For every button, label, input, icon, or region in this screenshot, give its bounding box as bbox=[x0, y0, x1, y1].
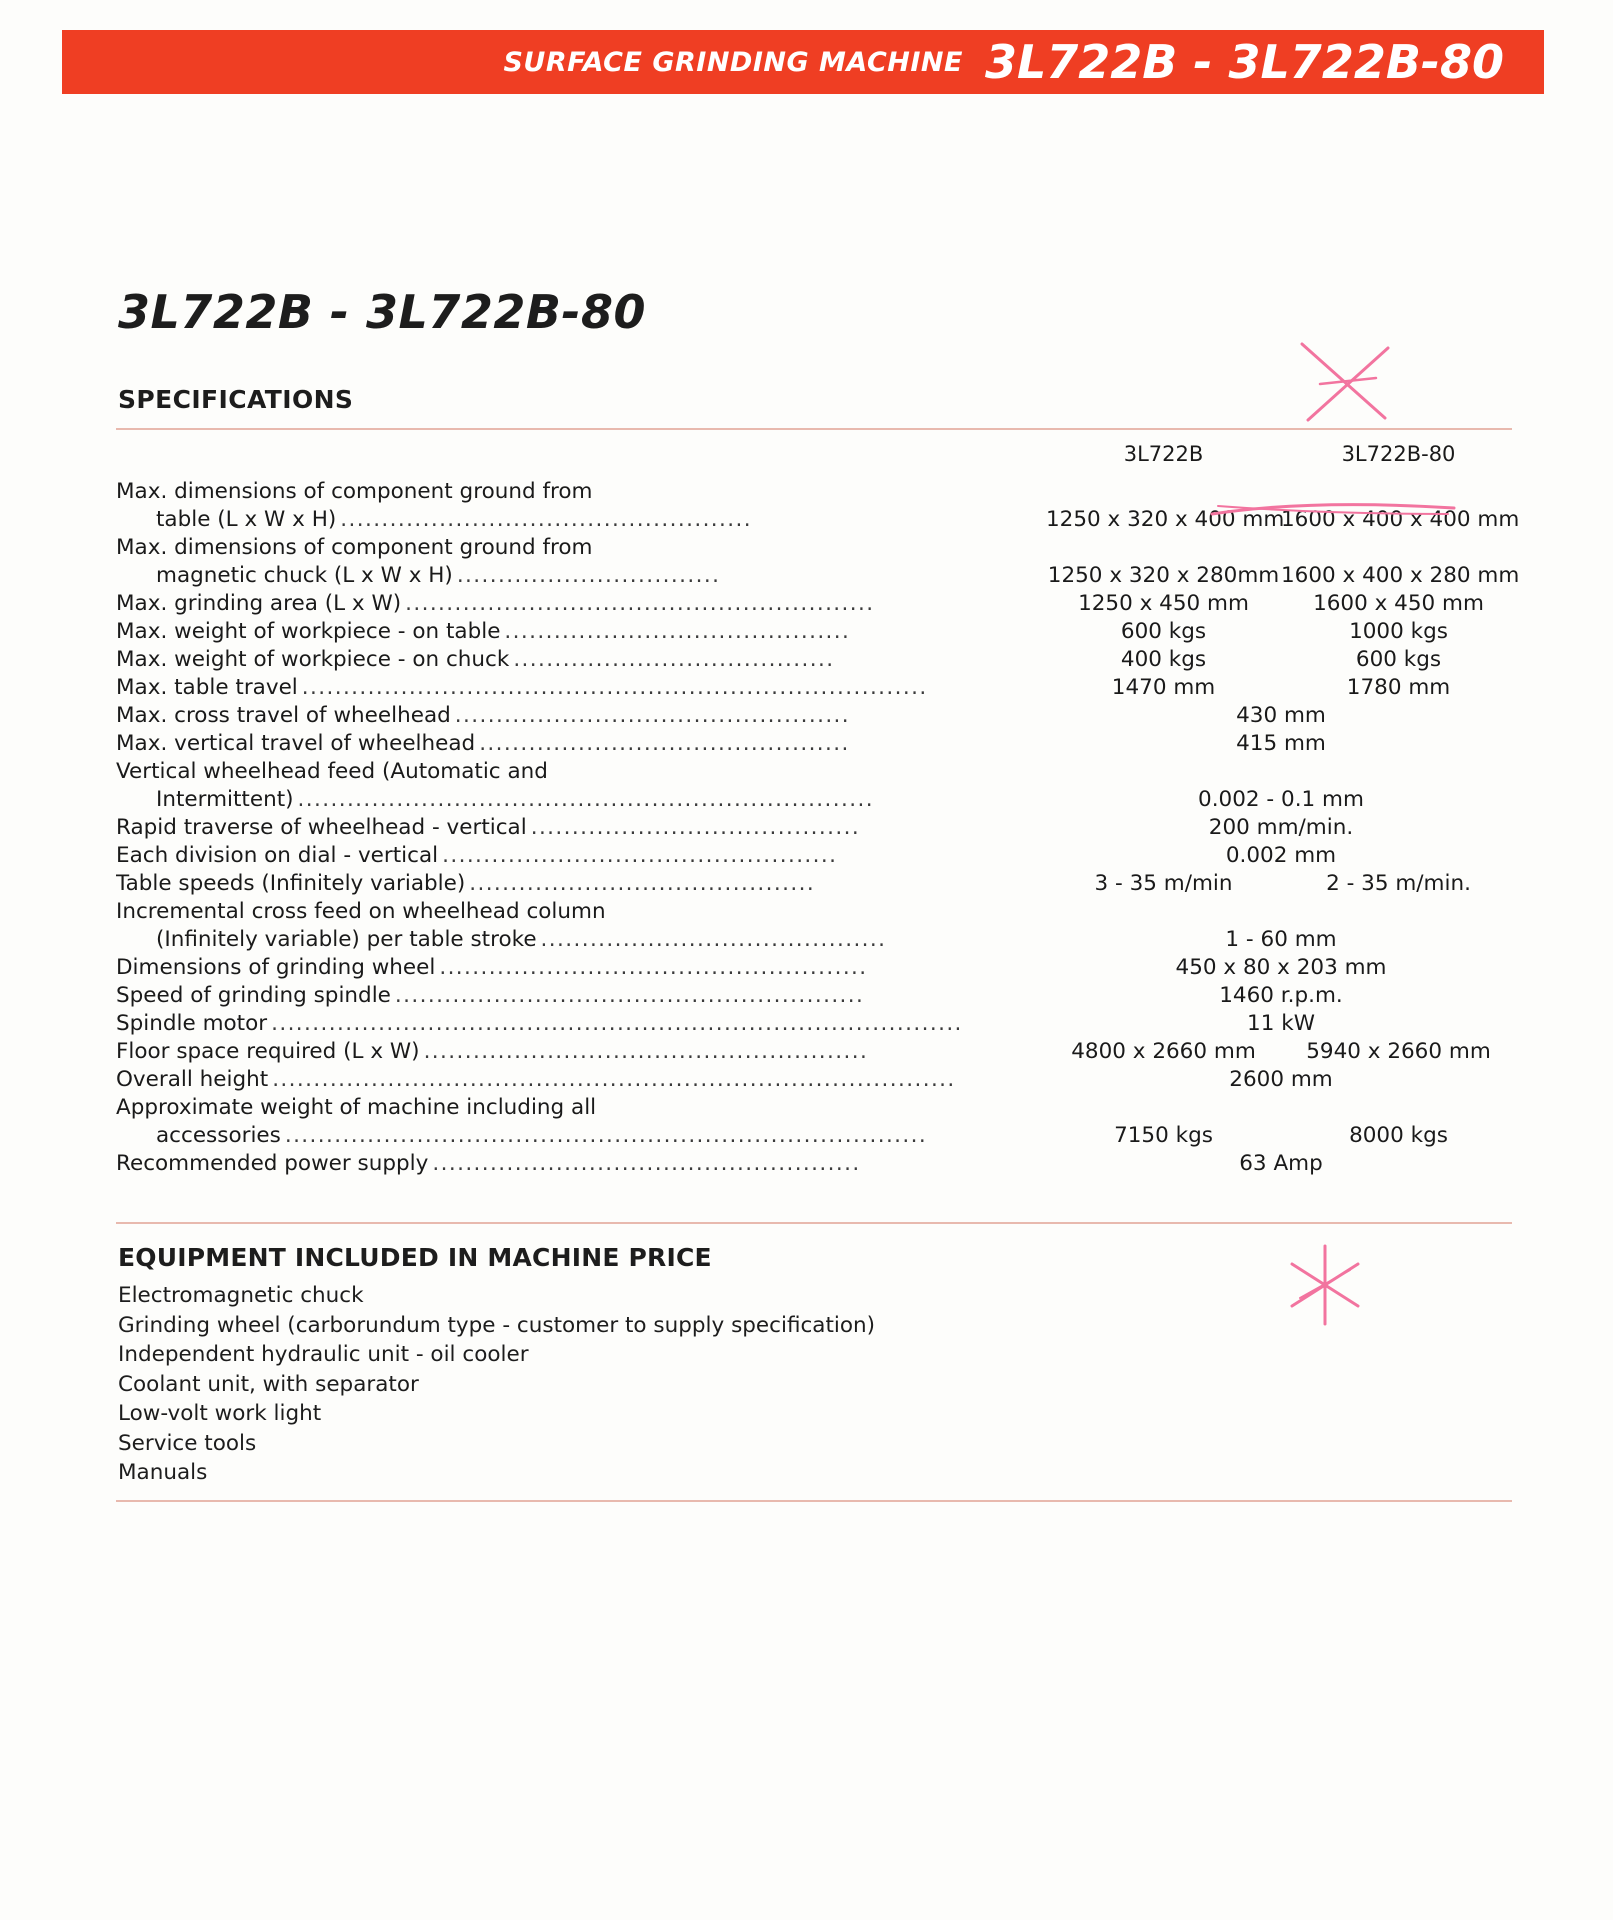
spec-value-a: 1250 x 320 x 280mm bbox=[1047, 563, 1280, 588]
spec-value-b: 1000 kgs bbox=[1349, 619, 1448, 644]
spec-label bbox=[116, 954, 1046, 982]
leader-dots: ......................................................... bbox=[405, 591, 875, 616]
table-row bbox=[116, 506, 1520, 534]
table-row bbox=[116, 1122, 1516, 1150]
header-banner bbox=[62, 30, 1544, 94]
spec-label bbox=[116, 814, 1046, 842]
spec-value-shared: 11 kW bbox=[1247, 1011, 1315, 1036]
spec-value-b: 1600 x 450 mm bbox=[1313, 591, 1484, 616]
spec-value-b: 8000 kgs bbox=[1349, 1123, 1448, 1148]
spec-value-shared: 63 Amp bbox=[1239, 1151, 1323, 1176]
spec-label-text: Floor space required (L x W) bbox=[116, 1039, 424, 1064]
leader-dots: ...................................................................... bbox=[297, 787, 874, 812]
spec-label-text: Max. table travel bbox=[116, 675, 302, 700]
spec-label: Vertical wheelhead feed (Automatic and bbox=[116, 759, 548, 784]
divider-bottom bbox=[116, 1500, 1512, 1502]
leader-dots: ...................................................... bbox=[423, 1039, 869, 1064]
spec-label-text: Table speeds (Infinitely variable) bbox=[116, 871, 469, 896]
list-item: Independent hydraulic unit - oil cooler bbox=[118, 1342, 529, 1367]
spec-label bbox=[116, 590, 1046, 618]
spec-value-a: 7150 kgs bbox=[1114, 1123, 1213, 1148]
leader-dots: ....................................... bbox=[513, 647, 835, 672]
column-header-3l722b: 3L722B bbox=[1123, 442, 1204, 466]
spec-label-text: accessories bbox=[116, 1122, 285, 1150]
spec-label bbox=[116, 618, 1046, 646]
spec-label-text: Max. cross travel of wheelhead bbox=[116, 703, 455, 728]
spec-label-text: Max. weight of workpiece - on table bbox=[116, 619, 504, 644]
leader-dots: ................................................ bbox=[454, 703, 851, 728]
spec-value-shared: 1460 r.p.m. bbox=[1219, 983, 1343, 1008]
leader-dots: .......................................... bbox=[540, 927, 887, 952]
spec-value-a: 1250 x 450 mm bbox=[1078, 591, 1249, 616]
spec-label bbox=[116, 786, 1046, 814]
divider-top bbox=[116, 428, 1512, 430]
table-row bbox=[116, 758, 1516, 786]
spec-label: Approximate weight of machine including all bbox=[116, 1095, 597, 1120]
table-row bbox=[116, 1094, 1516, 1122]
spec-label bbox=[116, 1038, 1046, 1066]
table-row bbox=[116, 982, 1516, 1010]
table-row bbox=[116, 898, 1516, 926]
list-item: Manuals bbox=[118, 1460, 208, 1485]
spec-value-a: 400 kgs bbox=[1120, 647, 1207, 672]
spec-label bbox=[116, 1010, 1046, 1038]
table-row bbox=[116, 786, 1516, 814]
spec-label-text: Max. weight of workpiece - on chuck bbox=[116, 647, 513, 672]
pen-star-mark-icon bbox=[1280, 1240, 1370, 1330]
spec-value-shared: 415 mm bbox=[1236, 731, 1326, 756]
spec-label-text: Max. grinding area (L x W) bbox=[116, 591, 405, 616]
spec-label-text: (Infinitely variable) per table stroke bbox=[116, 926, 541, 954]
spec-label-text: Recommended power supply bbox=[116, 1151, 432, 1176]
spec-value-shared: 200 mm/min. bbox=[1208, 815, 1354, 840]
leader-dots: .......................................... bbox=[504, 619, 851, 644]
equipment-list bbox=[118, 1281, 875, 1488]
spec-label bbox=[116, 646, 1046, 674]
divider-middle bbox=[116, 1222, 1512, 1224]
table-column-headers bbox=[116, 440, 1516, 468]
equipment-heading: EQUIPMENT INCLUDED IN MACHINE PRICE bbox=[118, 1243, 712, 1272]
spec-value-shared: 0.002 - 0.1 mm bbox=[1198, 787, 1364, 812]
spec-label-text: magnetic chuck (L x W x H) bbox=[116, 562, 457, 590]
list-item: Electromagnetic chuck bbox=[118, 1283, 364, 1308]
spec-value-shared: 1 - 60 mm bbox=[1225, 927, 1337, 952]
spec-value-b: 1600 x 400 x 280 mm bbox=[1281, 563, 1520, 588]
leader-dots: ................................................ bbox=[442, 843, 838, 868]
pen-x-mark-icon bbox=[1290, 340, 1400, 430]
table-row bbox=[116, 926, 1516, 954]
spec-label bbox=[116, 1150, 1046, 1178]
table-row bbox=[116, 674, 1516, 702]
spec-label: Max. dimensions of component ground from bbox=[116, 535, 593, 560]
spec-label bbox=[116, 1066, 1046, 1094]
leader-dots: ................................ bbox=[456, 563, 721, 588]
table-row bbox=[116, 618, 1516, 646]
spec-label bbox=[116, 702, 1046, 730]
table-row bbox=[116, 534, 1516, 562]
spec-value-a: 3 - 35 m/min bbox=[1094, 871, 1233, 896]
spec-value-b: 600 kgs bbox=[1355, 647, 1442, 672]
leader-dots: .......................................... bbox=[469, 871, 816, 896]
spec-value-shared: 0.002 mm bbox=[1225, 843, 1337, 868]
leader-dots: .................................................... bbox=[439, 955, 868, 980]
spec-value-b: 2 - 35 m/min. bbox=[1326, 871, 1471, 896]
leader-dots: .................................................... bbox=[432, 1151, 861, 1176]
spec-value-a: 600 kgs bbox=[1120, 619, 1207, 644]
spec-label bbox=[116, 562, 1046, 590]
list-item: Service tools bbox=[118, 1430, 257, 1456]
spec-label-text: Intermittent) bbox=[116, 786, 298, 814]
banner-subtitle: SURFACE GRINDING MACHINE bbox=[503, 46, 963, 78]
list-item: Coolant unit, with separator bbox=[118, 1371, 419, 1397]
spec-value-b: 1780 mm bbox=[1346, 675, 1451, 700]
specifications-heading: SPECIFICATIONS bbox=[118, 385, 354, 414]
spec-value-shared: 450 x 80 x 203 mm bbox=[1175, 955, 1387, 980]
leader-dots: ........................................ bbox=[530, 815, 861, 840]
spec-value-a: 1250 x 320 x 400 mm bbox=[1046, 507, 1285, 532]
spec-label: Incremental cross feed on wheelhead column bbox=[116, 899, 606, 924]
spec-label bbox=[116, 870, 1046, 898]
spec-label bbox=[116, 1122, 1046, 1150]
spec-label-text: Spindle motor bbox=[116, 1011, 271, 1036]
table-row bbox=[116, 1150, 1516, 1178]
banner-model: 3L722B - 3L722B-80 bbox=[984, 35, 1504, 89]
table-row bbox=[116, 1066, 1516, 1094]
spec-value-b: 1600 x 400 x 400 mm bbox=[1281, 507, 1520, 532]
table-row bbox=[116, 870, 1516, 898]
list-item: Low-volt work light bbox=[118, 1401, 322, 1426]
table-row bbox=[116, 478, 1516, 506]
table-row bbox=[116, 1038, 1516, 1066]
leader-dots: ............................................................................ bbox=[301, 675, 928, 700]
specifications-table bbox=[116, 440, 1520, 1178]
column-header-3l722b-80: 3L722B-80 bbox=[1341, 442, 1456, 466]
table-row bbox=[116, 1010, 1516, 1038]
spec-value-a: 1470 mm bbox=[1111, 675, 1216, 700]
spec-value-a: 4800 x 2660 mm bbox=[1071, 1039, 1256, 1064]
table-row bbox=[116, 954, 1516, 982]
spec-label bbox=[116, 506, 1046, 534]
spec-label-text: Speed of grinding spindle bbox=[116, 983, 395, 1008]
table-row bbox=[116, 814, 1516, 842]
leader-dots: .............................................................................. bbox=[284, 1123, 928, 1148]
spec-label bbox=[116, 730, 1046, 758]
spec-label bbox=[116, 982, 1046, 1010]
spec-label-text: Max. vertical travel of wheelhead bbox=[116, 731, 479, 756]
leader-dots: ................................................................................... bbox=[272, 1067, 956, 1092]
table-row bbox=[116, 590, 1516, 618]
spec-label: Max. dimensions of component ground from bbox=[116, 479, 593, 504]
spec-label-text: table (L x W x H) bbox=[116, 506, 340, 534]
table-row bbox=[116, 730, 1516, 758]
spec-label-text: Each division on dial - vertical bbox=[116, 843, 442, 868]
spec-value-shared: 430 mm bbox=[1236, 703, 1326, 728]
list-item: Grinding wheel (carborundum type - customer to supply specification) bbox=[118, 1312, 876, 1338]
table-row bbox=[116, 842, 1516, 870]
spec-label bbox=[116, 674, 1046, 702]
spec-label-text: Dimensions of grinding wheel bbox=[116, 955, 439, 980]
leader-dots: ............................................. bbox=[479, 731, 850, 756]
spec-label-text: Overall height bbox=[116, 1067, 272, 1092]
table-row bbox=[116, 646, 1516, 674]
column-header-spacer bbox=[116, 440, 1046, 468]
spec-label bbox=[116, 926, 1046, 954]
spec-label bbox=[116, 842, 1046, 870]
leader-dots: .................................................. bbox=[340, 507, 752, 532]
spec-value-b: 5940 x 2660 mm bbox=[1306, 1039, 1491, 1064]
table-row bbox=[116, 562, 1520, 590]
table-row bbox=[116, 702, 1516, 730]
page-title: 3L722B - 3L722B-80 bbox=[118, 285, 647, 339]
spec-label-text: Rapid traverse of wheelhead - vertical bbox=[116, 815, 531, 840]
leader-dots: ......................................................... bbox=[394, 983, 865, 1008]
leader-dots: .................................................................................... bbox=[271, 1011, 963, 1036]
spec-value-shared: 2600 mm bbox=[1229, 1067, 1333, 1092]
